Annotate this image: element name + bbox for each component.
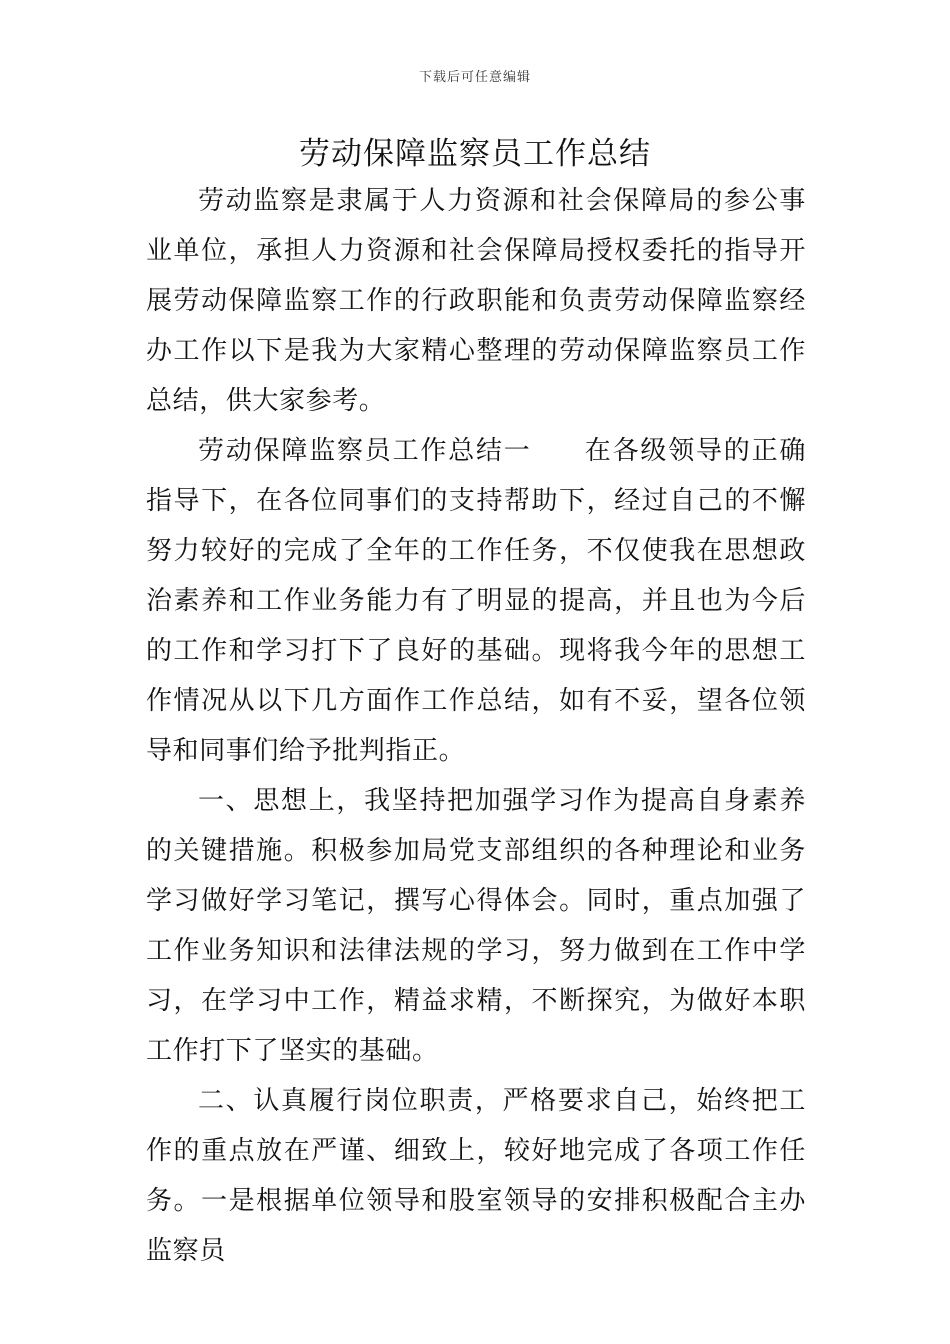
section-one-heading: 劳动保障监察员工作总结一 (198, 436, 532, 466)
section-one-text: 在各级领导的正确指导下，在各位同事们的支持帮助下，经过自己的不懈努力较好的完成了全年的工作任务，不仅使我在思想政治素养和工作业务能力有了明显的提高，并且也为今后的工作和学习打下了良好的基础。现将我今年的思想工作情况从以下几方面作工作总结，如有不妥，望各位领导和同事们给予批判指正。 (146, 436, 806, 766)
intro-paragraph: 劳动监察是隶属于人力资源和社会保障局的参公事业单位，承担人力资源和社会保障局授权委托的指导开展劳动保障监察工作的行政职能和负责劳动保障监察经办工作以下是我为大家精心整理的劳动保障监察员工作总结，供大家参考。 (146, 186, 806, 416)
document-body (146, 176, 806, 1276)
point-two-paragraph: 二、认真履行岗位职责，严格要求自己，始终把工作的重点放在严谨、细致上，较好地完成了各项工作任务。一是根据单位领导和股室领导的安排积极配合主办监察员 (146, 1086, 806, 1266)
section-one-paragraph (146, 426, 806, 776)
document-title: 劳动保障监察员工作总结 (299, 136, 651, 172)
header-note: 下载后可任意编辑 (418, 70, 531, 85)
point-one-paragraph: 一、思想上，我坚持把加强学习作为提高自身素养的关键措施。积极参加局党支部组织的各种理论和业务学习做好学习笔记，撰写心得体会。同时，重点加强了工作业务知识和法律法规的学习，努力做到在工作中学习，在学习中工作，精益求精，不断探究，为做好本职工作打下了坚实的基础。 (146, 786, 806, 1066)
